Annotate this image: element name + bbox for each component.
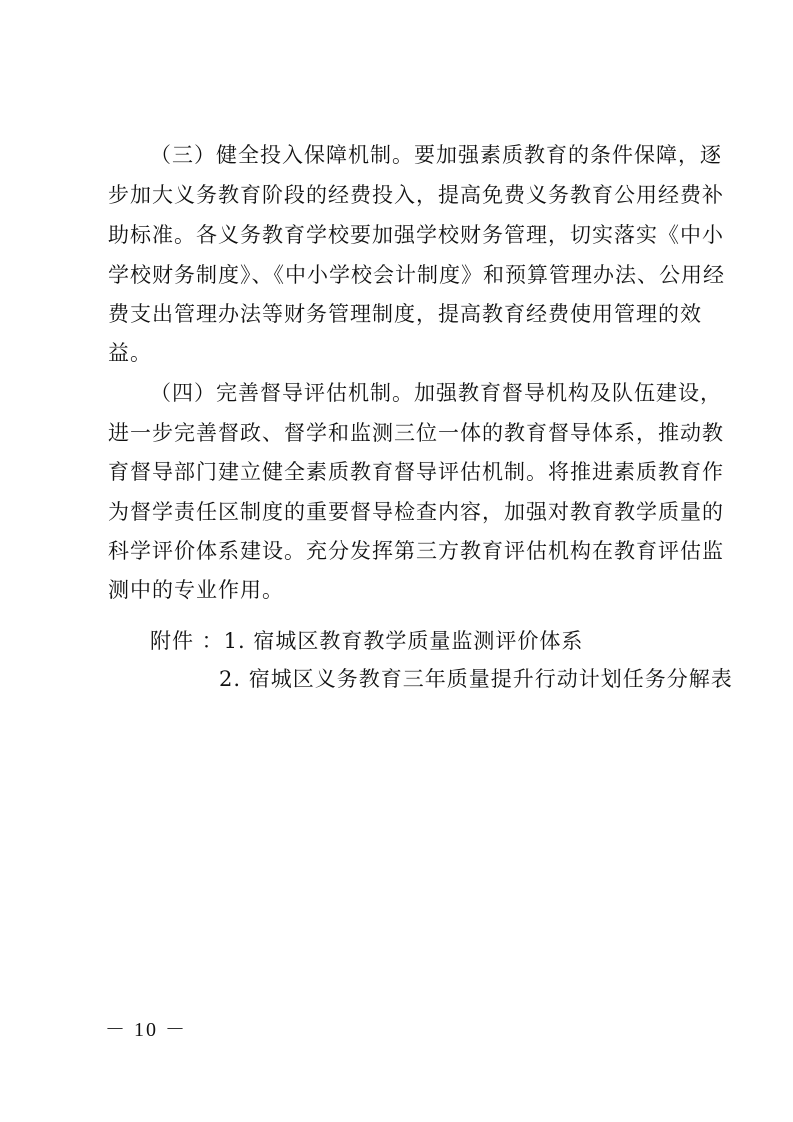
section3-line-5: 费支出管理办法等财务管理制度，提高教育经费使用管理的效 <box>108 302 702 326</box>
section4-line-3: 育督导部门建立健全素质教育督导评估机制。将推进素质教育作 <box>108 460 724 484</box>
section3-line-6: 益。 <box>108 341 152 365</box>
section3-line-3: 助标准。各义务教育学校要加强学校财务管理，切实落实《中小 <box>108 223 724 247</box>
section4-line-2: 进一步完善督政、督学和监测三位一体的教育督导体系，推动教 <box>108 421 724 445</box>
section3-line-1: （三）健全投入保障机制。要加强素质教育的条件保障，逐 <box>150 143 722 167</box>
section4-line-5: 科学评价体系建设。充分发挥第三方教育评估机构在教育评估监 <box>108 539 724 563</box>
section4-line-6: 测中的专业作用。 <box>108 578 284 602</box>
page-number: － 10 － <box>105 1019 187 1041</box>
section3-line-4: 学校财务制度》、《中小学校会计制度》和预算管理办法、公用经 <box>108 263 725 287</box>
section4-line-4: 为督学责任区制度的重要督导检查内容，加强对教育教学质量的 <box>108 500 724 524</box>
section4-line-1: （四）完善督导评估机制。加强教育督导机构及队伍建设， <box>150 381 722 405</box>
section3-line-2: 步加大义务教育阶段的经费投入，提高免费义务教育公用经费补 <box>108 183 724 207</box>
attachment-item-1: 附件 ：1. 宿城区教育教学质量监测评价体系 <box>150 629 584 653</box>
attachment-item-2: 2. 宿城区义务教育三年质量提升行动计划任务分解表 <box>219 667 733 691</box>
